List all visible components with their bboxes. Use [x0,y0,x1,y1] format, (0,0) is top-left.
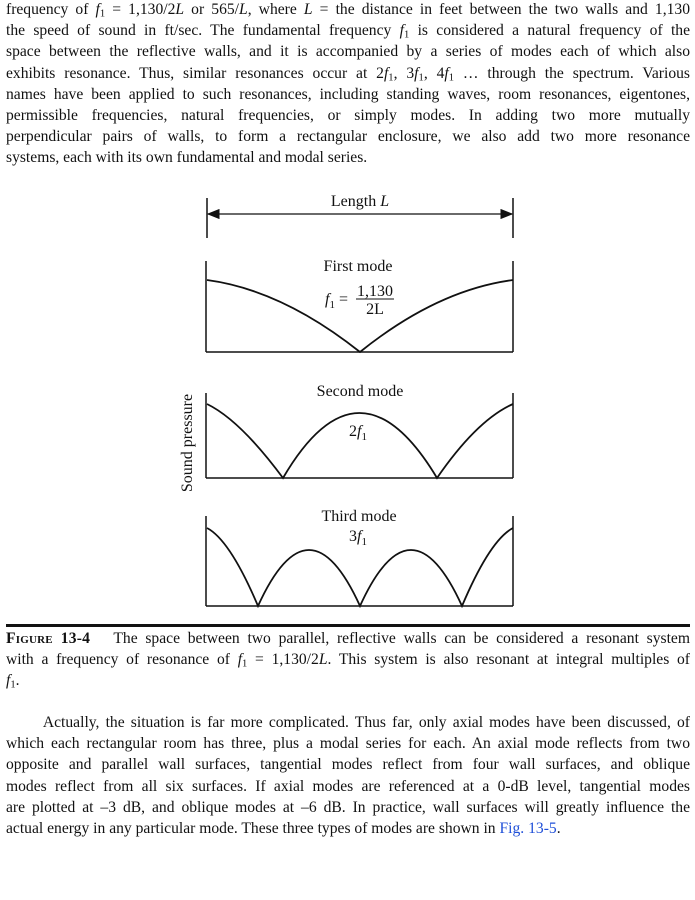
first-mode-numerator: 1,130 [357,283,393,300]
first-mode-panel [206,258,513,352]
figure-13-5-link[interactable]: Fig. 13-5 [499,820,557,838]
text-line: with a frequency of resonance of $f_1 = 1,130/2L$. This system is also resonant at integral multiples of [6,651,690,670]
text-line: modes reflect from all six surfaces. If axial modes are referenced at a 0-dB level, tangential modes [6,777,690,795]
text-line: exhibits resonance. Thus, similar resonances occur at $2f_1$, $3f_1$, $4f_1$ … through the spectrum. Various [6,64,690,84]
first-mode-denominator: 2L [366,301,384,318]
text-line: opposite and parallel wall surfaces, tangential modes reflect from four wall surfaces, and oblique [6,756,690,774]
text-line: perpendicular pairs of walls, to form a rectangular enclosure, we also add two more resonance [6,128,690,146]
third-mode-title: Third mode [321,508,397,525]
figure-label: Figure 13-4 [6,630,91,647]
third-mode-frequency: $3f_1$ [349,528,367,548]
y-axis-label: Sound pressure [179,393,196,493]
text-line: which each rectangular room has three, plus a modal series for each. An axial mode reflects from two [6,735,690,753]
length-dimension [207,193,513,238]
first-mode-title: First mode [323,258,393,275]
intro-paragraph [6,0,690,169]
text-line: permissible frequencies, natural frequencies, or simply modes. In adding two more mutually [6,107,690,125]
text-line: space between the reflective walls, and it is accompanied by a series of modes each of which also [6,43,690,61]
text-line: names have been applied to such resonances, including standing waves, room resonances, eigentones, [6,85,690,103]
second-mode-title: Second mode [316,383,404,400]
body-paragraph [6,712,690,839]
second-mode-frequency: $2f_1$ [349,423,367,443]
text-line: actual energy in any particular mode. These three types of modes are shown in Fig. 13-5. [6,820,561,838]
caption-rule [6,624,690,627]
text-line: Figure 13-4 The space between two parallel, reflective walls can be considered a resonant system [6,630,690,647]
second-mode-curve [207,404,513,478]
first-mode-formula-f: $f_1$ = [325,291,348,311]
second-mode-panel [206,383,513,478]
text-line: are plotted at –3 dB, and oblique modes at –6 dB. In practice, wall surfaces will greatly influence the [6,798,690,816]
text-line: frequency of $f_1 = 1,130/2L$ or 565/L, where L = the distance in feet between the two walls and 1,130 [6,1,691,20]
third-mode-panel [206,508,513,606]
text-line: $f_1$. [6,672,20,692]
text-line: Actually, the situation is far more complicated. Thus far, only axial modes have been discussed, of [42,714,690,731]
text-line: systems, each with its own fundamental and modal series. [6,149,368,167]
room-modes-figure [0,188,695,608]
figure-caption [6,628,690,692]
text-line: the speed of sound in ft/sec. The fundamental frequency $f_1$ is considered a natural frequency of the [6,22,691,41]
length-label: Length L [330,193,390,210]
